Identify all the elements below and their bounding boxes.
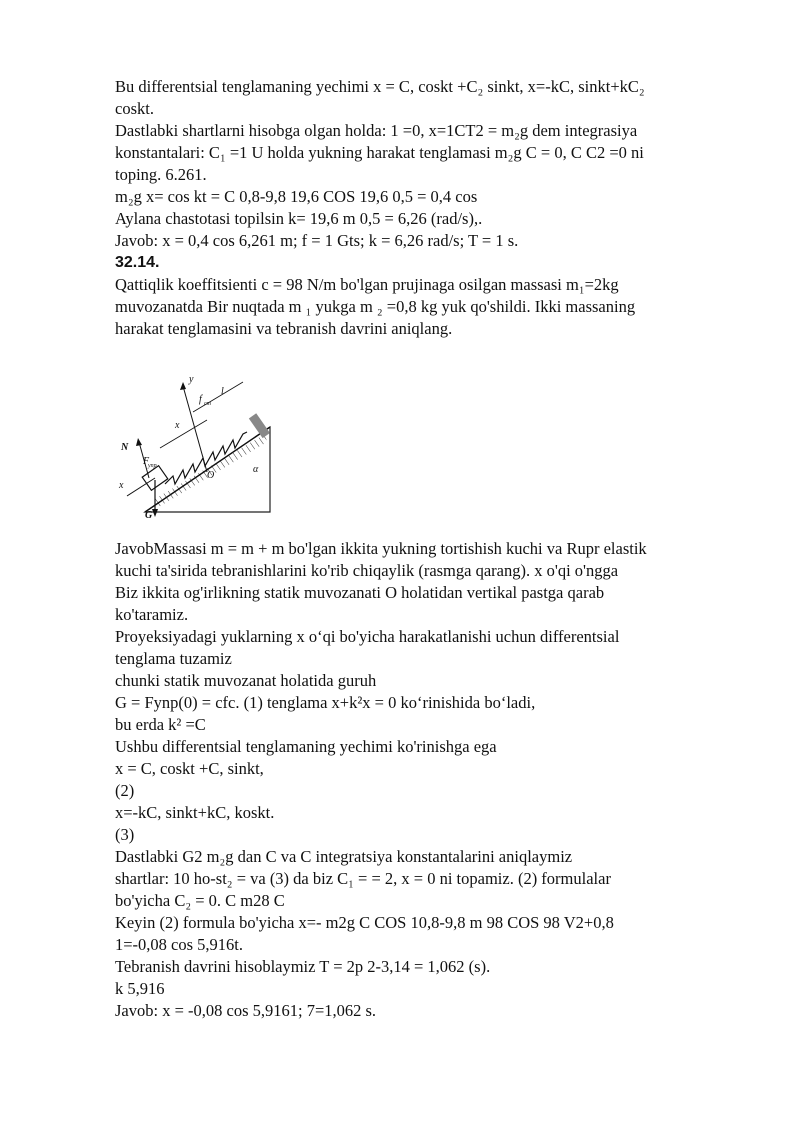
label-x-top: x (175, 420, 180, 431)
label-F-sub: упр (148, 463, 157, 469)
label-O: O (207, 470, 215, 481)
text-line: x=-kC, sinkt+kC, koskt. (115, 803, 275, 822)
text-line: chunki statik muvozanat holatida guruh (115, 671, 377, 690)
document-page (115, 76, 735, 1022)
intro-solution-block (115, 76, 735, 252)
text-line: JavobMassasi m = m + m bo'lgan ikkita yukning tortishish kuchi va Rupr elastik (115, 539, 647, 558)
label-f-sub: ст (204, 401, 211, 407)
text-line: kuchi ta'sirida tebranishlarini ko'rib chiqaylik (rasmga qarang). x o'qi o'ngga (115, 561, 619, 580)
text-line: Biz ikkita og'irlikning statik muvozanati O holatidan vertikal pastga qarab (115, 583, 605, 602)
figure-svg (115, 372, 275, 520)
text-line: Javob: x = -0,08 cos 5,9161; 7=1,062 s. (115, 1001, 377, 1020)
text-line: x = C, coskt +C, sinkt, (115, 759, 264, 778)
text-line: Bu differentsial tenglamaning yechimi x = C, coskt +C₂ sinkt, x=-kC, sinkt+kC₂ (115, 77, 645, 96)
text-line: m₂g x= cos kt = C 0,8-9,8 19,6 COS 19,6 0,5 = 0,4 cos (115, 187, 478, 206)
y-axis-arrowhead (180, 382, 186, 390)
text-line: Proyeksiyadagi yuklarning x oʻqi bo'yicha harakatlanishi uchun differentsial (115, 627, 620, 646)
text-line: tenglama tuzamiz (115, 649, 232, 668)
text-line: (2) (115, 781, 135, 800)
text-line: bu erda k² =C (115, 715, 206, 734)
text-line: Aylana chastotasi topilsin k= 19,6 m 0,5 = 6,26 (rad/s),. (115, 209, 483, 228)
solution-block (115, 538, 735, 1022)
text-line: G = Fynp(0) = cfc. (1) tenglama x+k²x = 0 koʻrinishida boʻladi, (115, 693, 536, 712)
label-y: y (189, 374, 194, 385)
label-x-left: x (119, 480, 124, 491)
text-line: k 5,916 (115, 979, 165, 998)
label-N: N (121, 442, 129, 453)
text-line: Ushbu differentsial tenglamaning yechimi ko'rinishga ega (115, 737, 497, 756)
spring-incline-figure (115, 372, 735, 520)
text-line: Dastlabki G2 m₂g dan C va C integratsiya konstantalarini aniqlaymiz (115, 847, 573, 866)
label-l: l (221, 386, 224, 397)
text-line: Javob: x = 0,4 cos 6,261 m; f = 1 Gts; k = 6,26 rad/s; T = 1 s. (115, 231, 519, 250)
text-line: shartlar: 10 ho-st₂ = va (3) da biz C₁ = = 2, x = 0 ni topamiz. (2) formulalar (115, 869, 611, 888)
problem-number-heading: 32.14. (115, 254, 160, 271)
text-line: toping. 6.261. (115, 165, 207, 184)
problem-statement (115, 274, 735, 340)
label-G: G (145, 510, 153, 520)
label-F: F (143, 456, 150, 467)
text-line: ko'taramiz. (115, 605, 189, 624)
text-line: muvozanatda Bir nuqtada m ₁ yukga m ₂ =0,8 kg yuk qo'shildi. Ikki massaning (115, 297, 636, 316)
text-line: bo'yicha C₂ = 0. C m28 C (115, 891, 285, 910)
y-axis (183, 386, 207, 472)
text-line: coskt. (115, 99, 154, 118)
text-line: konstantalari: C₁ =1 U holda yukning harakat tenglamasi m₂g C = 0, C C2 =0 ni (115, 143, 644, 162)
text-line: (3) (115, 825, 135, 844)
label-alpha: α (253, 464, 259, 475)
text-line: Tebranish davrini hisoblaymiz T = 2p 2-3,14 = 1,062 (s). (115, 957, 491, 976)
dimension-line-x (160, 420, 207, 448)
text-line: Dastlabki shartlarni hisobga olgan holda: 1 =0, x=1CT2 = m₂g dem integrasiya (115, 121, 638, 140)
text-line: harakat tenglamasini va tebranish davrini aniqlang. (115, 319, 453, 338)
text-line: Keyin (2) formula bo'yicha x=- m2g C COS 10,8-9,8 m 98 COS 98 V2+0,8 (115, 913, 614, 932)
text-line: 1=-0,08 cos 5,916t. (115, 935, 244, 954)
label-f: f (199, 394, 202, 405)
text-line: Qattiqlik koeffitsienti c = 98 N/m bo'lgan prujinaga osilgan massasi m₁=2kg (115, 275, 619, 294)
